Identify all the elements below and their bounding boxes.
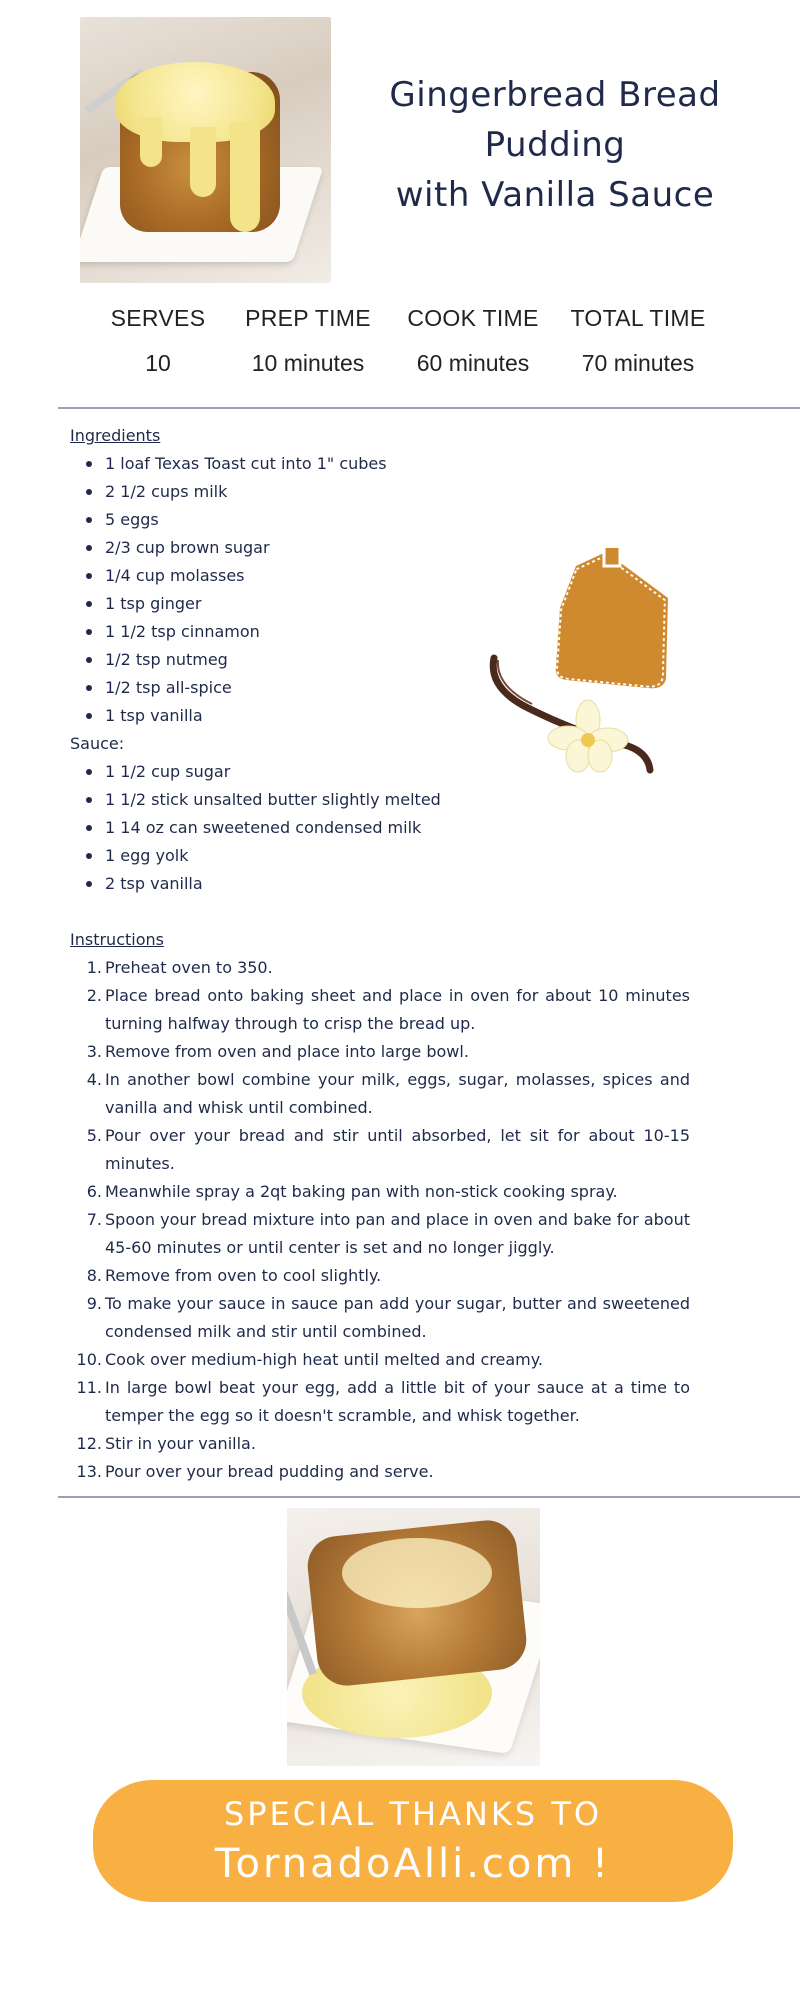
stat-prep-time: [228, 305, 388, 377]
thanks-banner: [93, 1780, 733, 1902]
instruction-step: 9. To make your sauce in sauce pan add your sugar, butter and sweetened condensed milk and stir until combined.: [86, 1294, 690, 1341]
sauce-item: 1 1/2 stick unsalted butter slightly melted: [70, 786, 550, 814]
sauce-list: [70, 758, 550, 898]
instruction-step: 11. In large bowl beat your egg, add a little bit of your sauce at a time to temper the egg so it doesn't scramble, and whisk together.: [76, 1378, 690, 1425]
gingerbread-vanilla-illustration: [488, 548, 698, 788]
gingerbread-house-icon: [556, 548, 668, 688]
ingredient-item: 1/4 cup molasses: [70, 562, 550, 590]
instruction-step: 7. Spoon your bread mixture into pan and place in oven and bake for about 45-60 minutes or until center is set and no longer jiggly.: [86, 1210, 690, 1257]
sauce-item: 1 14 oz can sweetened condensed milk: [70, 814, 550, 842]
ingredient-item: 1 tsp ginger: [70, 590, 550, 618]
ingredient-item: 1 tsp vanilla: [70, 702, 550, 730]
instruction-step: 3. Remove from oven and place into large bowl.: [86, 1042, 469, 1061]
ingredient-item: 2 1/2 cups milk: [70, 478, 550, 506]
ingredient-item: 5 eggs: [70, 506, 550, 534]
instruction-step: 1. Preheat oven to 350.: [86, 958, 273, 977]
instructions-heading: Instructions: [70, 930, 164, 949]
banner-line-1: SPECIAL THANKS TO: [223, 1795, 603, 1833]
title-line-1: Gingerbread Bread Pudding: [389, 75, 721, 165]
ingredient-item: 1/2 tsp nutmeg: [70, 646, 550, 674]
instruction-step: 13. Pour over your bread pudding and serve.: [76, 1462, 434, 1481]
stat-label: TOTAL TIME: [570, 305, 706, 331]
instruction-step: 8. Remove from oven to cool slightly.: [86, 1266, 382, 1285]
stat-total-time: [558, 305, 718, 377]
instruction-step: 12. Stir in your vanilla.: [76, 1434, 256, 1453]
stat-label: COOK TIME: [407, 305, 539, 331]
ingredients-list: [70, 450, 550, 730]
ingredients-heading: Ingredients: [70, 426, 161, 445]
sauce-item: 1 egg yolk: [70, 842, 550, 870]
stat-serves: [78, 305, 238, 377]
ingredient-item: 2/3 cup brown sugar: [70, 534, 550, 562]
sauce-label: Sauce:: [70, 734, 125, 753]
stat-label: PREP TIME: [245, 305, 371, 331]
instructions-list: [70, 954, 690, 1486]
sauce-item: 2 tsp vanilla: [70, 870, 550, 898]
recipe-photo-bottom: [287, 1508, 540, 1766]
instruction-step: 5. Pour over your bread and stir until absorbed, let sit for about 10-15 minutes.: [86, 1126, 690, 1173]
instructions-section: [70, 926, 730, 1486]
title-line-2: with Vanilla Sauce: [395, 175, 715, 215]
ingredient-item: 1 1/2 tsp cinnamon: [70, 618, 550, 646]
stat-value: 10 minutes: [251, 350, 365, 376]
instruction-step: 2. Place bread onto baking sheet and place in oven for about 10 minutes turning halfway through to crisp the bread up.: [86, 986, 690, 1033]
stat-value: 60 minutes: [416, 350, 530, 376]
instruction-step: 6. Meanwhile spray a 2qt baking pan with non-stick cooking spray.: [86, 1182, 618, 1201]
sauce-item: 1 1/2 cup sugar: [70, 758, 550, 786]
stat-cook-time: [393, 305, 553, 377]
stat-value: 70 minutes: [581, 350, 695, 376]
recipe-title: [380, 70, 730, 220]
vanilla-flower-icon: [548, 700, 628, 772]
recipe-photo-top: [80, 17, 331, 283]
instruction-step: 4. In another bowl combine your milk, eggs, sugar, molasses, spices and vanilla and whisk until combined.: [86, 1070, 690, 1117]
instruction-step: 10. Cook over medium-high heat until melted and creamy.: [76, 1350, 543, 1369]
banner-link[interactable]: TornadoAlli.com !: [214, 1841, 612, 1887]
stat-label: SERVES: [110, 305, 206, 331]
ingredient-item: 1/2 tsp all-spice: [70, 674, 550, 702]
divider-top: [58, 407, 800, 409]
ingredient-item: 1 loaf Texas Toast cut into 1" cubes: [70, 450, 550, 478]
ingredients-section: [70, 422, 550, 898]
stat-value: 10: [145, 350, 171, 376]
divider-bottom: [58, 1496, 800, 1498]
